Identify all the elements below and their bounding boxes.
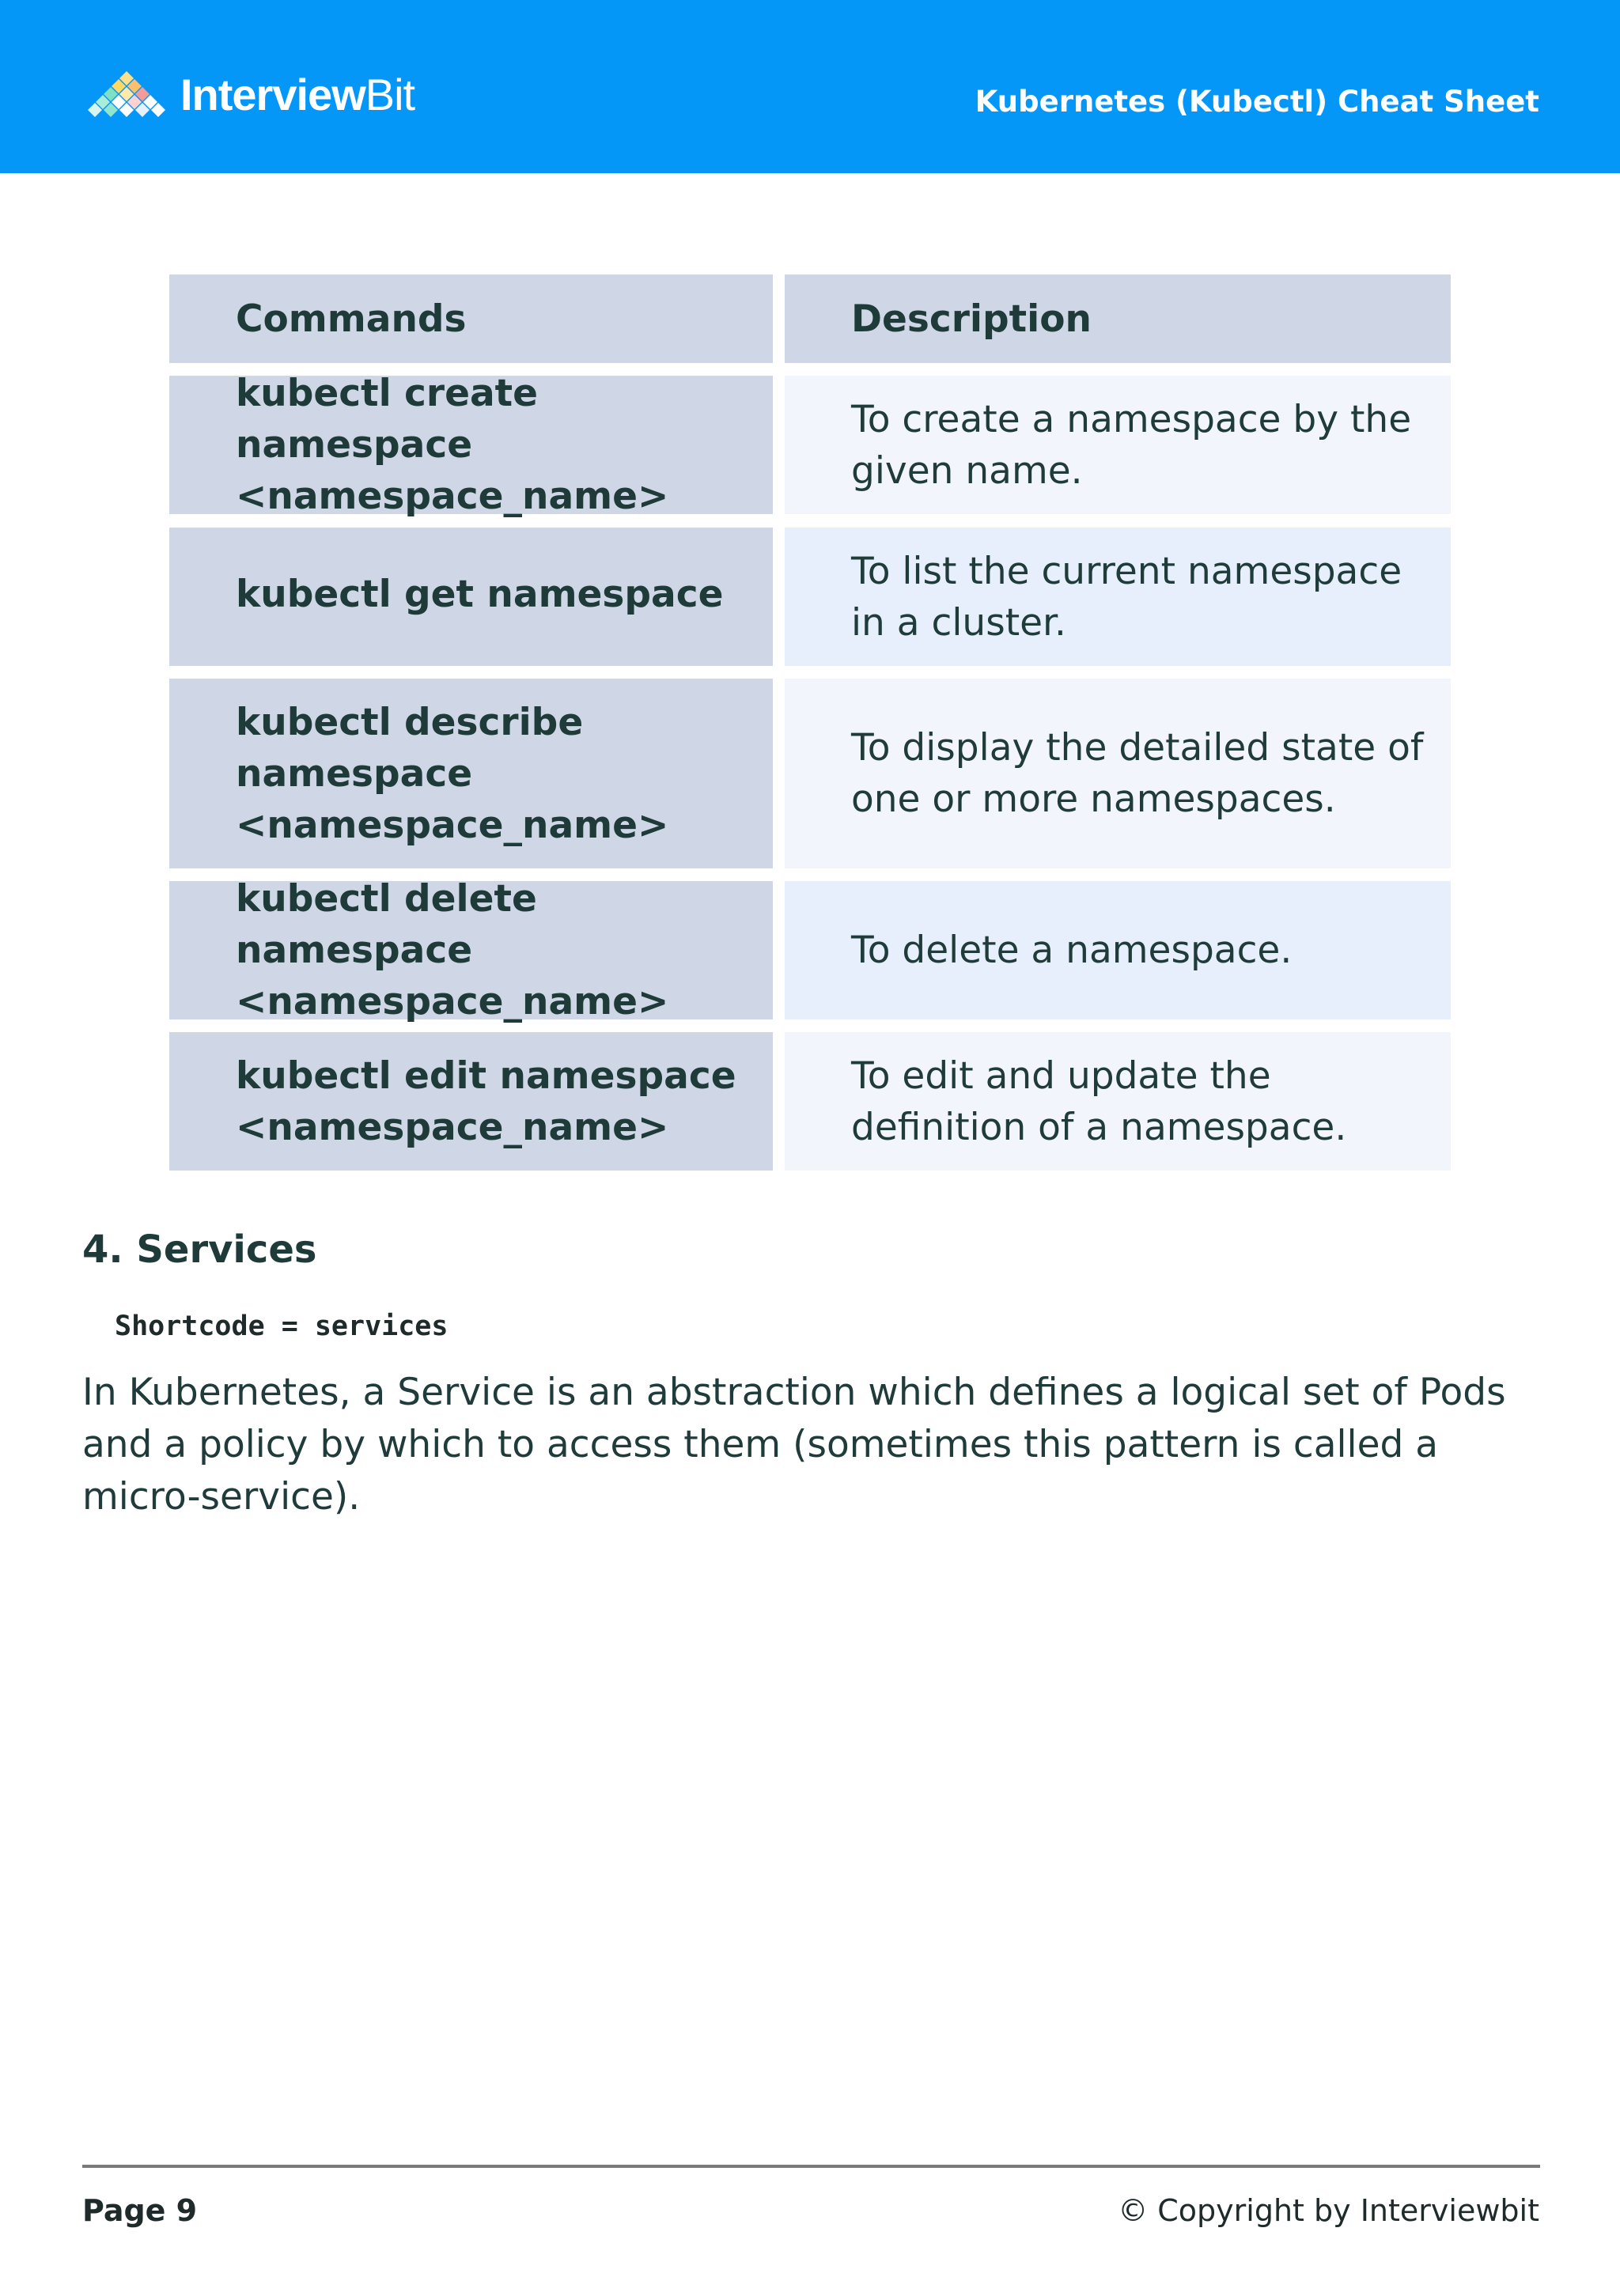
logo[interactable] xyxy=(82,65,414,125)
description-text: definition of a namespace. xyxy=(851,1105,1347,1149)
command-text: kubectl get namespace xyxy=(236,573,724,616)
table-row xyxy=(169,1032,1451,1171)
command-text: <namespace_name> xyxy=(236,803,669,847)
column-header-commands xyxy=(169,274,773,363)
logo-text xyxy=(180,65,414,125)
command-cell xyxy=(169,372,773,518)
shortcode-code: Shortcode = services xyxy=(115,1311,449,1342)
description-text: To list the current namespace xyxy=(851,549,1402,593)
command-text: kubectl edit namespace xyxy=(236,1053,736,1098)
section-heading: 4. Services xyxy=(82,1227,317,1272)
command-cell xyxy=(169,877,773,1023)
table-header-row xyxy=(169,274,1451,363)
command-text: <namespace_name> xyxy=(236,980,669,1023)
column-header-description xyxy=(785,274,1451,363)
description-text: one or more namespaces. xyxy=(851,777,1336,821)
logo-text-bold: Interview xyxy=(180,70,365,119)
command-text: namespace xyxy=(236,751,473,796)
table-row xyxy=(169,528,1451,666)
logo-text-light: Bit xyxy=(365,70,415,119)
description-text: To delete a namespace. xyxy=(851,929,1293,972)
command-text: kubectl delete namespace xyxy=(236,877,537,972)
command-cell xyxy=(169,679,773,868)
table-row xyxy=(169,372,1451,518)
section-paragraph: In Kubernetes, a Service is an abstraction which defines a logical set of Pods and a policy by which to access them (sometimes this pattern is called a micro-service). xyxy=(82,1371,1506,1519)
copyright-text: © Copyright by Interviewbit xyxy=(1118,2193,1539,2228)
command-text: <namespace_name> xyxy=(236,1105,669,1149)
description-cell xyxy=(785,679,1451,868)
command-text: <namespace_name> xyxy=(236,475,669,518)
description-cell xyxy=(785,528,1451,666)
command-text: kubectl describe xyxy=(236,700,584,744)
description-text: To display the detailed state of xyxy=(851,726,1424,770)
document-title: Kubernetes (Kubectl) Cheat Sheet xyxy=(975,85,1539,119)
description-cell xyxy=(785,1032,1451,1171)
table-row xyxy=(169,679,1451,868)
description-text: To edit and update the xyxy=(851,1053,1271,1098)
command-cell xyxy=(169,1032,773,1171)
description-text: in a cluster. xyxy=(851,600,1066,645)
description-cell xyxy=(785,376,1451,514)
table-row xyxy=(169,877,1451,1023)
footer-divider xyxy=(82,2165,1540,2168)
description-text: To create a namespace by the xyxy=(851,397,1412,441)
command-text: kubectl create namespace xyxy=(236,372,539,467)
description-cell xyxy=(785,881,1451,1019)
column-header-text: Description xyxy=(851,297,1092,341)
page-number: Page 9 xyxy=(82,2193,198,2228)
header-bar xyxy=(0,0,1620,173)
command-cell xyxy=(169,528,773,666)
interviewbit-diamond-logo-icon xyxy=(82,68,171,122)
column-header-text: Commands xyxy=(236,297,467,341)
description-text: given name. xyxy=(851,448,1083,493)
